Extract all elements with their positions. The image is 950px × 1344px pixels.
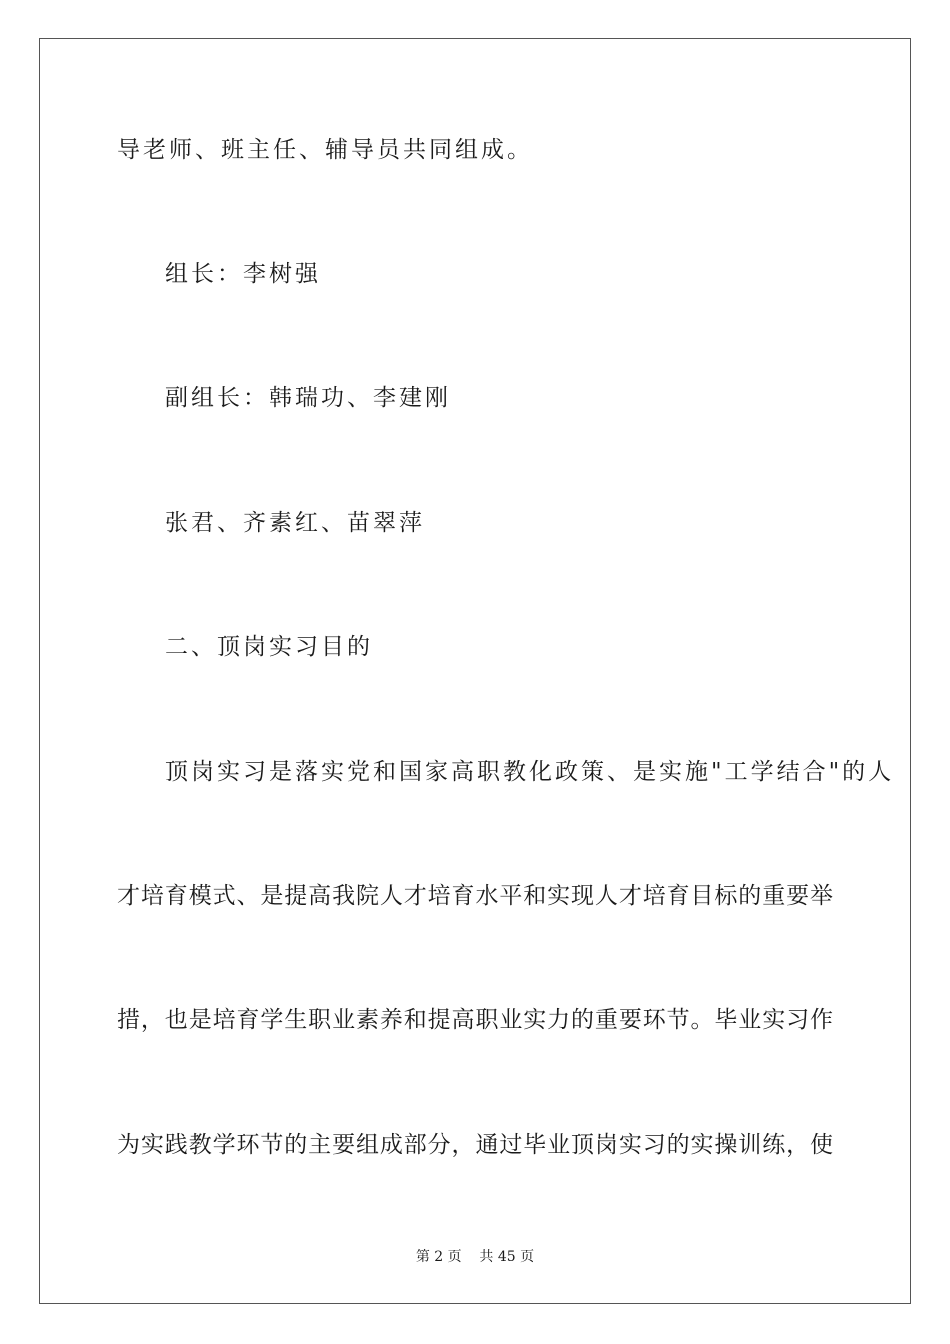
page-number-footer: 第 2 页 共 45 页 bbox=[415, 1249, 535, 1265]
text-line: 为实践教学环节的主要组成部分，通过毕业顶岗实习的实操训练，使 bbox=[117, 1132, 833, 1158]
text-line: 导老师、班主任、辅导员共同组成。 bbox=[117, 137, 533, 163]
text-line: 张君、齐素红、苗翠萍 bbox=[165, 510, 425, 536]
text-line: 才培育模式、是提高我院人才培育水平和实现人才培育目标的重要举 bbox=[117, 883, 833, 909]
section-heading: 二、顶岗实习目的 bbox=[165, 634, 373, 660]
text-line: 顶岗实习是落实党和国家高职教化政策、是实施"工学结合"的人 bbox=[165, 759, 895, 785]
text-line: 副组长：韩瑞功、李建刚 bbox=[165, 385, 451, 411]
text-line: 组长：李树强 bbox=[165, 261, 321, 287]
text-line: 措，也是培育学生职业素养和提高职业实力的重要环节。毕业实习作 bbox=[117, 1007, 833, 1033]
page-border bbox=[39, 38, 911, 1304]
